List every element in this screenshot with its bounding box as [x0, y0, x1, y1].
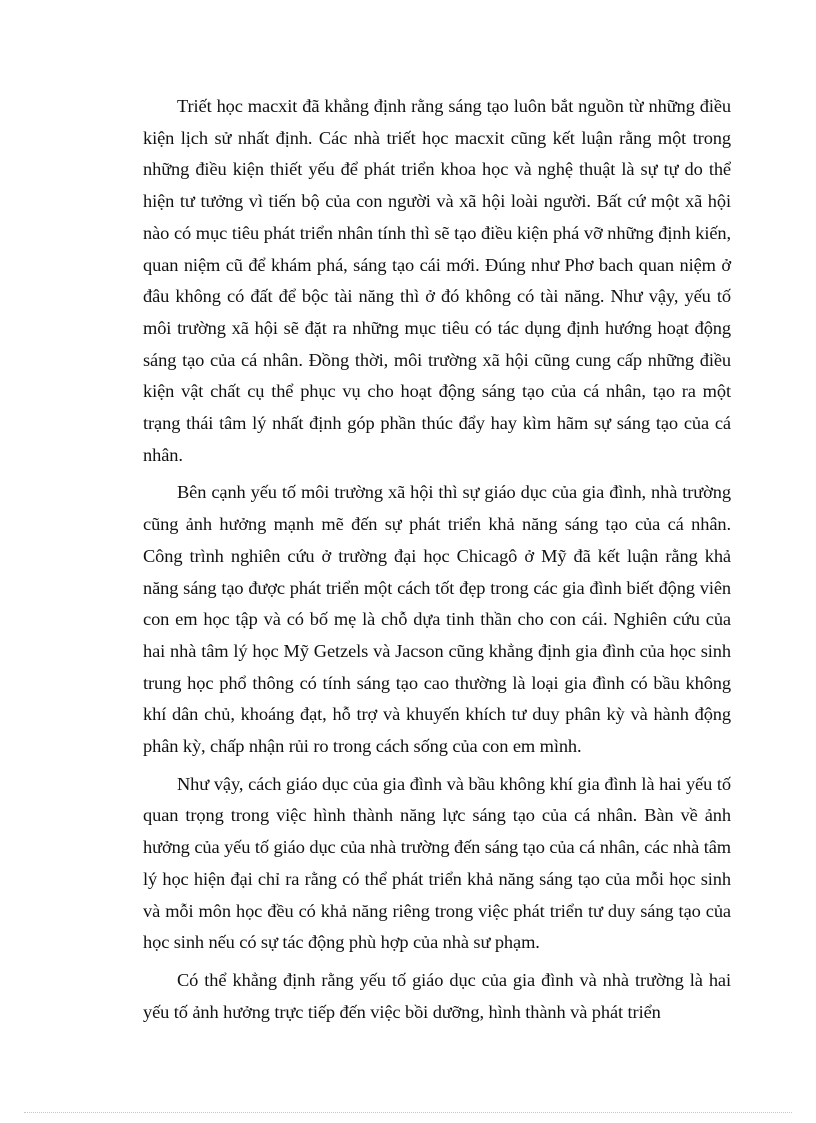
paragraph-3: Như vậy, cách giáo dục của gia đình và bầu không khí gia đình là hai yếu tố quan trọng trong việc hình thành năng lực sáng tạo của cá nhân. Bàn về ảnh hưởng của yếu tố giáo dục của nhà trường đến sáng tạo của cá nhân, các nhà tâm lý học hiện đại chỉ ra rằng có thể phát triển khả năng sáng tạo của mỗi học sinh và mỗi môn học đều có khả năng riêng trong việc phát triển tư duy sáng tạo của học sinh nếu có sự tác động phù hợp của nhà sư phạm. — [143, 773, 731, 953]
paragraph-4: Có thể khẳng định rằng yếu tố giáo dục của gia đình và nhà trường là hai yếu tố ảnh hưởng trực tiếp đến việc bồi dưỡng, hình thành và phát triển — [143, 969, 731, 1022]
paragraph-2: Bên cạnh yếu tố môi trường xã hội thì sự giáo dục của gia đình, nhà trường cũng ảnh hưởng mạnh mẽ đến sự phát triển khả năng sáng tạo của cá nhân. Công trình nghiên cứu ở trường đại học Chicagô ở Mỹ đã kết luận rằng khả năng sáng tạo được phát triển một cách tốt đẹp trong các gia đình biết động viên con em học tập và có bố mẹ là chỗ dựa tinh thần cho con cái. Nghiên cứu của hai nhà tâm lý học Mỹ Getzels và Jacson cũng khẳng định gia đình của học sinh trung học phổ thông có tính sáng tạo cao thường là loại gia đình có bầu không khí dân chủ, khoáng đạt, hỗ trợ và khuyến khích tư duy phân kỳ và hành động phân kỳ, chấp nhận rủi ro trong cách sống của con em mình. — [143, 482, 731, 757]
paragraph-1: Triết học macxit đã khẳng định rằng sáng tạo luôn bắt nguồn từ những điều kiện lịch sử nhất định. Các nhà triết học macxit cũng kết luận rằng một trong những điều kiện thiết yếu để phát triển khoa học và nghệ thuật là sự tự do thể hiện tư tưởng vì tiến bộ của con người và xã hội loài người. Bất cứ một xã hội nào có mục tiêu phát triển nhân tính thì sẽ tạo điều kiện phá vỡ những định kiến, quan niệm cũ để khám phá, sáng tạo cái mới. Đúng như Phơ bach quan niệm ở đâu không có đất để bộc tài năng thì ở đó không có tài năng. Như vậy, yếu tố môi trường xã hội sẽ đặt ra những mục tiêu có tác dụng định hướng hoạt động sáng tạo của cá nhân. Đồng thời, môi trường xã hội cũng cung cấp những điều kiện vật chất cụ thể phục vụ cho hoạt động sáng tạo của cá nhân, tạo ra một trạng thái tâm lý nhất định góp phần thúc đẩy hay kìm hãm sự sáng tạo của cá nhân. — [143, 96, 731, 465]
document-body — [143, 91, 731, 1034]
footer-divider — [24, 1112, 792, 1113]
